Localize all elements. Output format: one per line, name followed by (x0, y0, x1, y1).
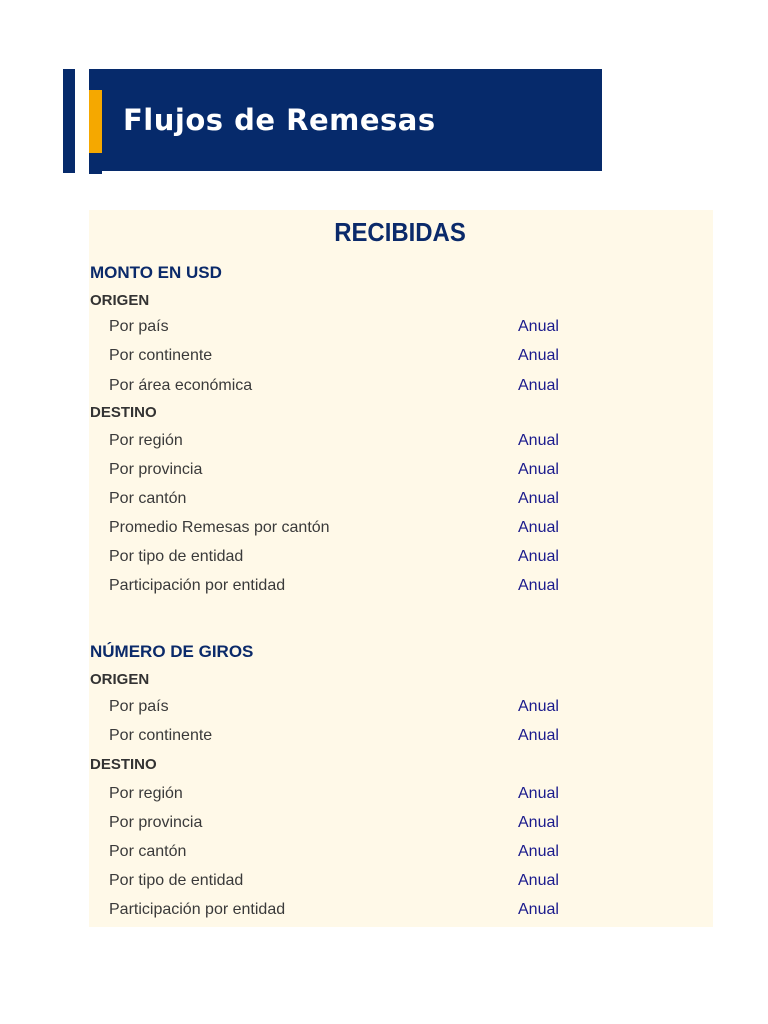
item-label: Por continente (109, 727, 213, 744)
section-title: MONTO EN USD (90, 263, 222, 282)
group-header-row (0, 404, 768, 430)
list-item (0, 901, 768, 927)
item-label: Por región (109, 432, 183, 449)
anual-link[interactable]: Anual (518, 727, 559, 744)
anual-link[interactable]: Anual (518, 785, 559, 802)
list-item (0, 432, 768, 458)
group-header-row (0, 671, 768, 697)
anual-link[interactable]: Anual (518, 461, 559, 478)
anual-link[interactable]: Anual (518, 901, 559, 918)
header-underline (89, 171, 102, 174)
list-item (0, 490, 768, 516)
item-label: Por continente (109, 347, 213, 364)
group-label: DESTINO (90, 756, 157, 773)
list-item (0, 843, 768, 869)
anual-link[interactable]: Anual (518, 377, 559, 394)
anual-link[interactable]: Anual (518, 843, 559, 860)
anual-link[interactable]: Anual (518, 519, 559, 536)
list-item (0, 519, 768, 545)
item-label: Por país (109, 318, 169, 335)
list-item (0, 377, 768, 403)
list-item (0, 785, 768, 811)
header-left-bar (63, 69, 75, 173)
list-item (0, 548, 768, 574)
item-label: Por provincia (109, 461, 203, 478)
item-label: Por tipo de entidad (109, 872, 244, 889)
anual-link[interactable]: Anual (518, 490, 559, 507)
item-label: Por provincia (109, 814, 203, 831)
item-label: Por país (109, 698, 169, 715)
item-label: Por tipo de entidad (109, 548, 244, 565)
item-label: Por área económica (109, 377, 253, 394)
section-title: NÚMERO DE GIROS (90, 642, 254, 661)
header-accent-bar (89, 90, 102, 153)
group-label: ORIGEN (90, 292, 150, 309)
group-header-row (0, 756, 768, 782)
list-item (0, 318, 768, 344)
anual-link[interactable]: Anual (518, 872, 559, 889)
section-header-row (0, 263, 768, 289)
anual-link[interactable]: Anual (518, 814, 559, 831)
group-label: DESTINO (90, 404, 157, 421)
item-label: Participación por entidad (109, 901, 286, 918)
group-label: ORIGEN (90, 671, 150, 688)
list-item (0, 698, 768, 724)
anual-link[interactable]: Anual (518, 548, 559, 565)
list-item (0, 347, 768, 373)
section-header-row (0, 642, 768, 668)
anual-link[interactable]: Anual (518, 347, 559, 364)
item-label: Por cantón (109, 490, 187, 507)
anual-link[interactable]: Anual (518, 698, 559, 715)
list-item (0, 577, 768, 603)
item-label: Participación por entidad (109, 577, 286, 594)
anual-link[interactable]: Anual (518, 318, 559, 335)
panel-title: RECIBIDAS (334, 217, 466, 247)
group-header-row (0, 292, 768, 318)
page-title: Flujos de Remesas (123, 103, 436, 137)
item-label: Promedio Remesas por cantón (109, 519, 330, 536)
list-item (0, 872, 768, 898)
list-item (0, 814, 768, 840)
item-label: Por cantón (109, 843, 187, 860)
list-item (0, 461, 768, 487)
anual-link[interactable]: Anual (518, 432, 559, 449)
item-label: Por región (109, 785, 183, 802)
list-item (0, 727, 768, 753)
anual-link[interactable]: Anual (518, 577, 559, 594)
